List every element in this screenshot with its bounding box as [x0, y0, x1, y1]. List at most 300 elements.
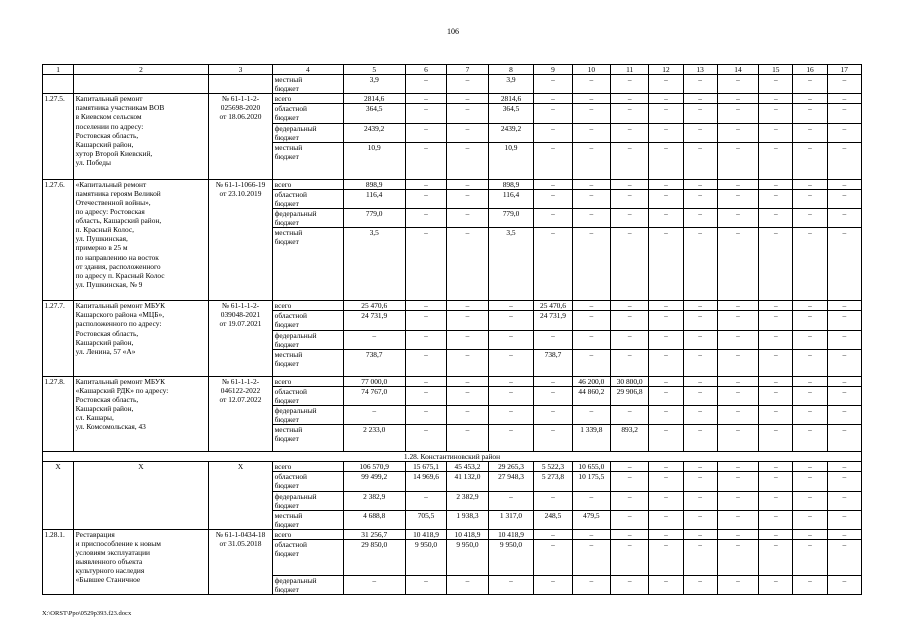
column-number: 3 [208, 65, 272, 75]
budget-source-label: областной бюджет [273, 472, 343, 491]
value-cell: – [759, 510, 793, 529]
value-cell: – [827, 75, 861, 94]
value-cell: – [717, 142, 758, 179]
column-number: 8 [488, 65, 534, 75]
value-cell: 45 453,2 [447, 462, 488, 472]
value-cell: – [447, 376, 488, 386]
value-cell: – [572, 209, 610, 228]
value-cell: 10 175,5 [572, 472, 610, 491]
value-cell: – [759, 472, 793, 491]
empty-cell [74, 75, 209, 94]
value-cell: – [683, 104, 717, 123]
value-cell: – [572, 491, 610, 510]
value-cell: – [649, 405, 683, 424]
value-cell: – [759, 529, 793, 539]
value-cell: 2 382,9 [447, 491, 488, 510]
budget-source-label: областной бюджет [273, 189, 343, 208]
value-cell: – [759, 349, 793, 376]
budget-source-label: всего [273, 529, 343, 539]
table-row [43, 75, 862, 94]
value-cell: 3,5 [488, 228, 534, 301]
value-cell: 3,9 [488, 75, 534, 94]
value-cell: – [793, 472, 827, 491]
expertise-document: № 61-1-1-2- 039048-2021 от 19.07.2021 [208, 301, 272, 376]
value-cell: – [649, 189, 683, 208]
value-cell: 14 969,6 [405, 472, 446, 491]
value-cell: – [649, 472, 683, 491]
value-cell: – [717, 228, 758, 301]
value-cell: 738,7 [343, 349, 405, 376]
value-cell: – [683, 510, 717, 529]
value-cell: – [572, 104, 610, 123]
value-cell: 3,5 [343, 228, 405, 301]
budget-source-label: местный бюджет [273, 142, 343, 179]
value-cell: – [447, 142, 488, 179]
value-cell: – [534, 228, 572, 301]
value-cell: – [649, 386, 683, 405]
value-cell: – [759, 142, 793, 179]
value-cell: – [488, 376, 534, 386]
value-cell: – [572, 123, 610, 142]
value-cell: 4 688,8 [343, 510, 405, 529]
value-cell: – [793, 376, 827, 386]
value-cell: – [793, 529, 827, 539]
value-cell: – [759, 576, 793, 595]
value-cell: – [827, 510, 861, 529]
value-cell: – [611, 576, 649, 595]
budget-source-label: областной бюджет [273, 104, 343, 123]
value-cell: – [683, 123, 717, 142]
value-cell: – [488, 491, 534, 510]
value-cell: – [717, 386, 758, 405]
value-cell: 10 655,0 [572, 462, 610, 472]
table-row [43, 301, 862, 311]
table-row [43, 529, 862, 539]
value-cell: – [793, 228, 827, 301]
value-cell: – [405, 576, 446, 595]
value-cell: – [405, 386, 446, 405]
value-cell: – [572, 228, 610, 301]
budget-source-label: федеральный бюджет [273, 123, 343, 142]
budget-source-label: местный бюджет [273, 228, 343, 301]
value-cell: 738,7 [534, 349, 572, 376]
value-cell: – [759, 386, 793, 405]
column-number: 5 [343, 65, 405, 75]
value-cell: – [534, 123, 572, 142]
value-cell: 29 906,8 [611, 386, 649, 405]
file-path-footer: X:\ORST\Ppo\0529p393.f23.docx [42, 610, 132, 617]
entry-description: «Капитальный ремонт памятника героям Великой Отечественной войны», по адресу: Ростовская область, Кашарский район, п. Красный Колос, ул. Пушкинская, примерно в 25 м по направлению на восток от здания, расположенного по адресу п. Красный Колос ул. Пушкинская, № 9 [74, 179, 209, 300]
value-cell: – [447, 311, 488, 330]
value-cell: – [572, 75, 610, 94]
value-cell: 74 767,0 [343, 386, 405, 405]
value-cell: – [611, 179, 649, 189]
value-cell: – [827, 529, 861, 539]
value-cell: – [405, 491, 446, 510]
value-cell: 479,5 [572, 510, 610, 529]
value-cell: – [793, 576, 827, 595]
value-cell: – [793, 540, 827, 576]
value-cell: – [611, 94, 649, 104]
value-cell: – [405, 189, 446, 208]
value-cell: – [611, 540, 649, 576]
value-cell: 3,9 [343, 75, 405, 94]
value-cell: – [683, 386, 717, 405]
value-cell: – [827, 179, 861, 189]
value-cell: – [683, 94, 717, 104]
value-cell: – [827, 386, 861, 405]
value-cell: – [447, 228, 488, 301]
value-cell: – [759, 491, 793, 510]
value-cell: 10 418,9 [447, 529, 488, 539]
value-cell: – [793, 311, 827, 330]
entry-number: 1.27.8. [43, 376, 74, 451]
value-cell: – [534, 104, 572, 123]
value-cell: – [488, 311, 534, 330]
value-cell: – [793, 405, 827, 424]
value-cell: 29 265,3 [488, 462, 534, 472]
budget-source-label: местный бюджет [273, 75, 343, 94]
value-cell: – [759, 425, 793, 452]
value-cell: – [649, 376, 683, 386]
budget-source-label: всего [273, 179, 343, 189]
value-cell: – [683, 311, 717, 330]
value-cell: – [717, 330, 758, 349]
value-cell: 27 948,3 [488, 472, 534, 491]
value-cell: – [447, 104, 488, 123]
value-cell: – [611, 529, 649, 539]
value-cell: – [405, 179, 446, 189]
budget-source-label: областной бюджет [273, 540, 343, 576]
column-number: 2 [74, 65, 209, 75]
value-cell: – [649, 425, 683, 452]
value-cell: – [683, 376, 717, 386]
value-cell: – [572, 142, 610, 179]
value-cell: – [793, 75, 827, 94]
value-cell: 1 339,8 [572, 425, 610, 452]
budget-source-label: федеральный бюджет [273, 405, 343, 424]
budget-source-label: областной бюджет [273, 311, 343, 330]
column-number: 12 [649, 65, 683, 75]
value-cell: – [534, 142, 572, 179]
value-cell: – [534, 209, 572, 228]
budget-source-label: федеральный бюджет [273, 576, 343, 595]
value-cell: – [717, 349, 758, 376]
value-cell: – [759, 311, 793, 330]
value-cell: – [717, 425, 758, 452]
value-cell: – [759, 228, 793, 301]
column-number: 17 [827, 65, 861, 75]
value-cell: – [488, 425, 534, 452]
value-cell: – [534, 189, 572, 208]
value-cell: – [683, 425, 717, 452]
value-cell: – [717, 209, 758, 228]
column-number: 6 [405, 65, 446, 75]
value-cell: 2439,2 [488, 123, 534, 142]
value-cell: – [534, 491, 572, 510]
value-cell: 116,4 [343, 189, 405, 208]
value-cell: – [683, 179, 717, 189]
value-cell: – [611, 510, 649, 529]
value-cell: – [717, 189, 758, 208]
value-cell: – [759, 462, 793, 472]
total-marker: X [208, 462, 272, 530]
table-row [43, 179, 862, 189]
value-cell: – [649, 576, 683, 595]
value-cell: – [447, 75, 488, 94]
value-cell: – [572, 311, 610, 330]
value-cell: – [717, 405, 758, 424]
value-cell: – [447, 405, 488, 424]
value-cell: 779,0 [488, 209, 534, 228]
expertise-document: № 61-1-1066-19 от 23.10.2019 [208, 179, 272, 300]
value-cell: – [611, 142, 649, 179]
value-cell: – [717, 491, 758, 510]
column-number: 4 [273, 65, 343, 75]
value-cell: – [343, 330, 405, 349]
value-cell: 705,5 [405, 510, 446, 529]
value-cell: 30 800,0 [611, 376, 649, 386]
section-row [43, 452, 862, 462]
value-cell: – [649, 104, 683, 123]
budget-source-label: областной бюджет [273, 386, 343, 405]
value-cell: – [827, 462, 861, 472]
value-cell: – [683, 540, 717, 576]
value-cell: – [717, 510, 758, 529]
value-cell: – [717, 104, 758, 123]
value-cell: – [534, 386, 572, 405]
value-cell: – [405, 228, 446, 301]
value-cell: 1 317,0 [488, 510, 534, 529]
value-cell: – [534, 405, 572, 424]
value-cell: – [649, 301, 683, 311]
value-cell: – [572, 179, 610, 189]
value-cell: – [447, 301, 488, 311]
value-cell: – [405, 94, 446, 104]
value-cell: – [649, 349, 683, 376]
value-cell: – [827, 94, 861, 104]
value-cell: – [343, 405, 405, 424]
value-cell: 25 470,6 [343, 301, 405, 311]
value-cell: – [649, 491, 683, 510]
value-cell: – [793, 462, 827, 472]
column-number: 16 [793, 65, 827, 75]
entry-number: 1.27.5. [43, 94, 74, 179]
value-cell: 9 950,0 [405, 540, 446, 576]
column-number: 13 [683, 65, 717, 75]
value-cell: – [447, 425, 488, 452]
value-cell: 2814,6 [488, 94, 534, 104]
value-cell: – [534, 540, 572, 576]
value-cell: – [611, 209, 649, 228]
total-marker: X [43, 462, 74, 530]
table-row [43, 462, 862, 472]
empty-cell [43, 75, 74, 94]
value-cell: – [827, 472, 861, 491]
value-cell: – [827, 142, 861, 179]
value-cell: – [611, 405, 649, 424]
value-cell: – [405, 330, 446, 349]
value-cell: – [759, 189, 793, 208]
value-cell: – [683, 472, 717, 491]
value-cell: – [649, 540, 683, 576]
value-cell: 77 000,0 [343, 376, 405, 386]
value-cell: – [572, 529, 610, 539]
value-cell: 2 382,9 [343, 491, 405, 510]
entry-number: 1.27.6. [43, 179, 74, 300]
value-cell: – [717, 376, 758, 386]
value-cell: – [447, 209, 488, 228]
value-cell: – [572, 94, 610, 104]
value-cell: – [447, 179, 488, 189]
value-cell: – [759, 301, 793, 311]
budget-table [42, 64, 862, 595]
entry-description: Реставрация и приспособление к новым условиям эксплуатации выявленного объекта культурного наследия «Бывшее Станичное [74, 529, 209, 594]
value-cell: – [488, 330, 534, 349]
value-cell: – [405, 123, 446, 142]
value-cell: 41 132,0 [447, 472, 488, 491]
value-cell: 25 470,6 [534, 301, 572, 311]
value-cell: – [683, 142, 717, 179]
value-cell: – [572, 576, 610, 595]
value-cell: – [827, 228, 861, 301]
value-cell: – [759, 94, 793, 104]
empty-cell [208, 75, 272, 94]
value-cell: – [534, 75, 572, 94]
value-cell: – [649, 311, 683, 330]
column-number: 15 [759, 65, 793, 75]
value-cell: – [827, 376, 861, 386]
value-cell: 898,9 [488, 179, 534, 189]
budget-source-label: федеральный бюджет [273, 209, 343, 228]
value-cell: – [572, 349, 610, 376]
value-cell: – [649, 123, 683, 142]
value-cell: – [447, 349, 488, 376]
expertise-document: № 61-1-1-2- 025698-2020 от 18.06.2020 [208, 94, 272, 179]
entry-description: Капитальный ремонт памятника участникам ВОВ в Киевском сельском поселении по адресу: Ростовская область, Кашарский район, хутор Второй Киевский, ул. Победы [74, 94, 209, 179]
value-cell: 15 675,1 [405, 462, 446, 472]
value-cell: – [793, 301, 827, 311]
value-cell: – [683, 301, 717, 311]
value-cell: – [649, 179, 683, 189]
value-cell: – [572, 540, 610, 576]
value-cell: – [683, 405, 717, 424]
value-cell: 10,9 [488, 142, 534, 179]
total-marker: X [74, 462, 209, 530]
value-cell: – [683, 209, 717, 228]
value-cell: – [572, 301, 610, 311]
value-cell: – [611, 349, 649, 376]
value-cell: – [827, 209, 861, 228]
budget-source-label: федеральный бюджет [273, 330, 343, 349]
value-cell: 893,2 [611, 425, 649, 452]
budget-source-label: местный бюджет [273, 510, 343, 529]
column-number: 9 [534, 65, 572, 75]
column-number: 11 [611, 65, 649, 75]
value-cell: – [649, 228, 683, 301]
value-cell: – [717, 472, 758, 491]
column-number-row [43, 65, 862, 75]
entry-description: Капитальный ремонт МБУК «Кашарский РДК» по адресу: Ростовская область, Кашарский район, сл. Кашары, ул. Комсомольская, 43 [74, 376, 209, 451]
value-cell: – [572, 189, 610, 208]
value-cell: – [611, 75, 649, 94]
value-cell: – [793, 510, 827, 529]
value-cell: – [649, 462, 683, 472]
entry-description: Капитальный ремонт МБУК Кашарского района «МЦБ», расположенного по адресу: Ростовская область, Кашарский район, ул. Ленина, 57 «А» [74, 301, 209, 376]
value-cell: – [405, 301, 446, 311]
value-cell: – [827, 104, 861, 123]
value-cell: – [717, 301, 758, 311]
value-cell: 779,0 [343, 209, 405, 228]
value-cell: 10 418,9 [405, 529, 446, 539]
value-cell: – [649, 142, 683, 179]
value-cell: – [827, 123, 861, 142]
value-cell: – [572, 330, 610, 349]
value-cell: – [488, 301, 534, 311]
value-cell: – [827, 405, 861, 424]
value-cell: – [759, 179, 793, 189]
value-cell: – [649, 510, 683, 529]
value-cell: – [611, 189, 649, 208]
value-cell: – [405, 104, 446, 123]
value-cell: – [683, 576, 717, 595]
value-cell: – [488, 576, 534, 595]
value-cell: – [611, 472, 649, 491]
section-title: 1.28. Константиновский район [43, 452, 862, 462]
value-cell: – [793, 189, 827, 208]
value-cell: – [827, 311, 861, 330]
entry-number: 1.28.1. [43, 529, 74, 594]
value-cell: 24 731,9 [534, 311, 572, 330]
value-cell: – [759, 540, 793, 576]
value-cell: – [759, 405, 793, 424]
value-cell: – [827, 540, 861, 576]
value-cell: – [405, 425, 446, 452]
value-cell: 364,5 [488, 104, 534, 123]
value-cell: – [683, 189, 717, 208]
value-cell: – [683, 349, 717, 376]
value-cell: – [649, 529, 683, 539]
column-number: 1 [43, 65, 74, 75]
value-cell: – [793, 94, 827, 104]
value-cell: 9 950,0 [488, 540, 534, 576]
value-cell: – [717, 540, 758, 576]
value-cell: 2439,2 [343, 123, 405, 142]
value-cell: – [447, 386, 488, 405]
value-cell: 99 499,2 [343, 472, 405, 491]
value-cell: – [572, 405, 610, 424]
value-cell: – [717, 123, 758, 142]
value-cell: 898,9 [343, 179, 405, 189]
column-number: 14 [717, 65, 758, 75]
value-cell: – [534, 330, 572, 349]
value-cell: – [534, 179, 572, 189]
value-cell: – [793, 209, 827, 228]
value-cell: – [447, 330, 488, 349]
value-cell: 364,5 [343, 104, 405, 123]
value-cell: – [717, 576, 758, 595]
value-cell: – [447, 576, 488, 595]
value-cell: – [611, 228, 649, 301]
value-cell: – [405, 405, 446, 424]
value-cell: – [759, 209, 793, 228]
budget-source-label: всего [273, 94, 343, 104]
value-cell: – [759, 123, 793, 142]
value-cell: 248,5 [534, 510, 572, 529]
value-cell: 46 200,0 [572, 376, 610, 386]
value-cell: 31 256,7 [343, 529, 405, 539]
value-cell: – [405, 209, 446, 228]
